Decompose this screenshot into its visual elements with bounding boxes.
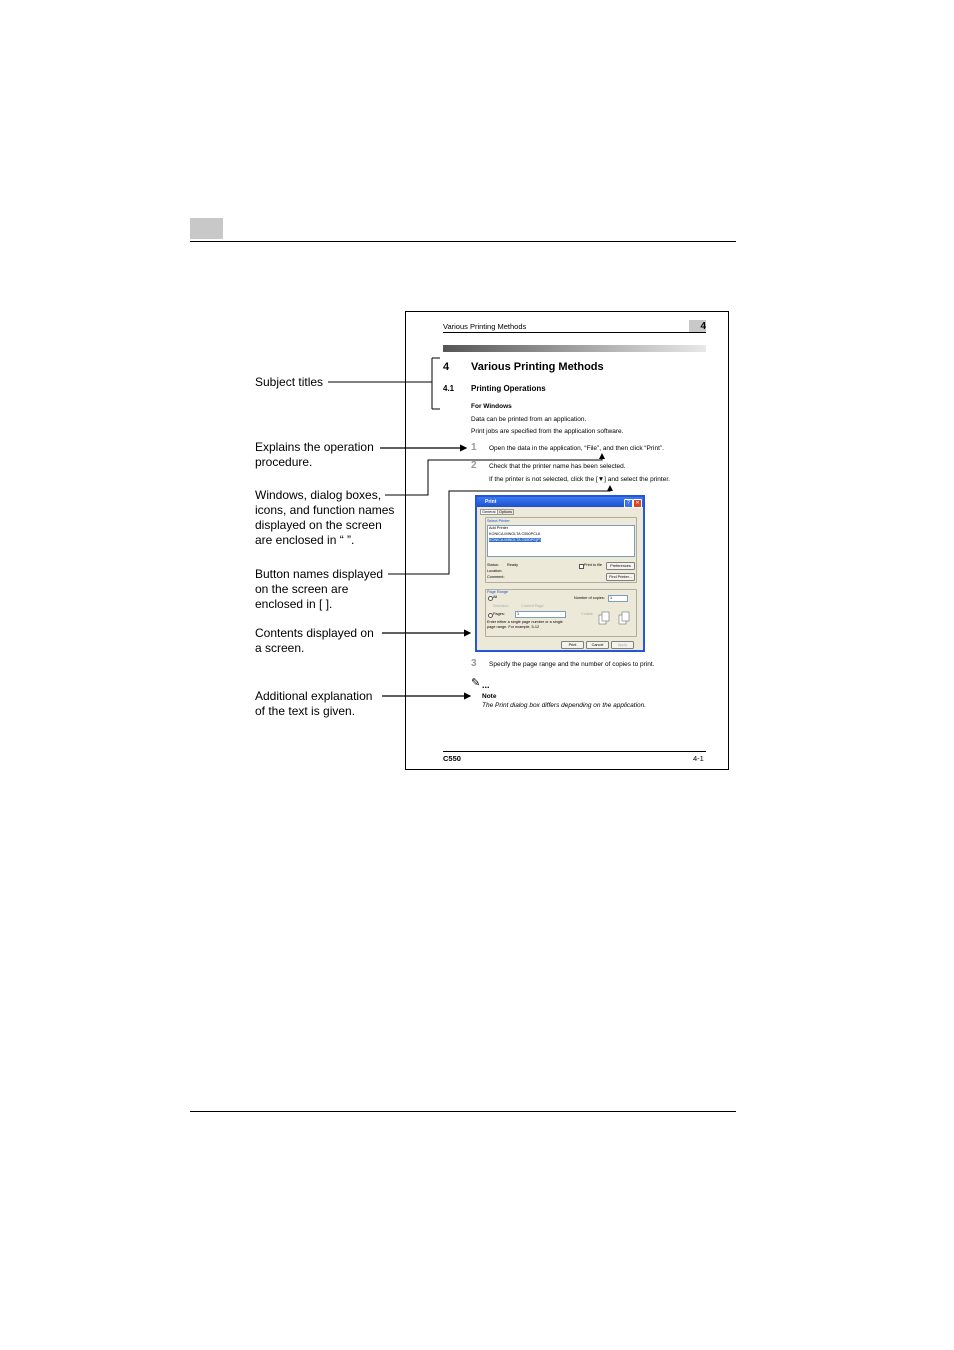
- sample-step3-number: 3: [471, 658, 477, 669]
- sample-footer-model: C550: [443, 754, 461, 763]
- find-printer-button[interactable]: Find Printer...: [606, 573, 635, 581]
- pencil-icon: ✎: [471, 677, 481, 689]
- page-range-label: Page Range: [487, 590, 509, 594]
- print-dialog-title-bar: [477, 497, 643, 507]
- all-option-label: All: [493, 595, 498, 599]
- sample-subheading: For Windows: [471, 403, 512, 410]
- callout-operation-procedure: Explains the operation procedure.: [255, 440, 374, 469]
- sample-header-title: Various Printing Methods: [443, 322, 527, 331]
- comment-label: Comment:: [487, 575, 505, 579]
- callout-windows-names: Windows, dialog boxes, icons, and function names displayed on the screen are enclosed in “ ”.: [255, 488, 395, 547]
- sample-chapter-title: Various Printing Methods: [471, 361, 604, 373]
- pages-option-label: Pages:: [493, 612, 505, 616]
- location-label: Location:: [487, 569, 503, 573]
- sample-section-number: 4.1: [443, 384, 455, 393]
- close-button[interactable]: ✕: [633, 499, 642, 508]
- printer-item[interactable]: Add Printer: [489, 526, 508, 530]
- print-button[interactable]: Print: [561, 641, 584, 649]
- print-to-file-label: Print to file: [584, 563, 602, 567]
- sample-gradient-bar: [443, 345, 706, 352]
- print-dialog-screenshot: [475, 495, 645, 652]
- sample-section-title: Printing Operations: [471, 384, 546, 393]
- current-page-option-label: Current Page: [521, 604, 544, 608]
- copies-label: Number of copies:: [574, 596, 605, 600]
- tab-general[interactable]: General: [482, 510, 496, 514]
- cancel-button[interactable]: Cancel: [586, 641, 609, 649]
- callout-contents-displayed: Contents displayed on a screen.: [255, 626, 374, 655]
- callout-additional-explanation: Additional explanation of the text is given.: [255, 689, 373, 718]
- sample-header-rule: [443, 332, 706, 333]
- sample-step1-number: 1: [471, 442, 477, 453]
- note-dots: ...: [482, 680, 490, 690]
- print-dialog-title: Print: [485, 499, 497, 505]
- sample-header-chapter: 4: [689, 320, 706, 333]
- status-value: Ready: [507, 563, 518, 567]
- preferences-button[interactable]: Preferences: [606, 562, 635, 570]
- sample-step3-text: Specify the page range and the number of copies to print.: [489, 661, 655, 668]
- tab-options[interactable]: Options: [499, 510, 513, 514]
- printer-item[interactable]: KONICA MINOLTA C550PCL6: [489, 532, 541, 536]
- printer-item-selected[interactable]: KONICA MINOLTA C550PS(P): [489, 538, 541, 542]
- callout-button-names: Button names displayed on the screen are enclosed in [ ].: [255, 567, 384, 611]
- sample-note-text: The Print dialog box differs depending on the application.: [482, 702, 647, 709]
- sample-step2-text: Check that the printer name has been selected.: [489, 463, 626, 470]
- collate-label: Collate: [581, 612, 593, 616]
- sample-step2-sub: If the printer is not selected, click the [▼] and select the printer.: [489, 476, 670, 483]
- sample-footer-page: 4-1: [693, 754, 704, 763]
- sample-intro-line2: Print jobs are specified from the application software.: [471, 428, 624, 435]
- sample-note-label: Note: [482, 693, 497, 700]
- page-range-hint-line2: page range. For example, 5-12: [487, 625, 540, 629]
- apply-button[interactable]: Apply: [611, 641, 634, 649]
- sample-intro-line1: Data can be printed from an application.: [471, 416, 587, 423]
- selection-option-label: Selection: [493, 604, 509, 608]
- sample-step1-text: Open the data in the application, “File”, and then click “Print”.: [489, 445, 664, 452]
- sample-step2-number: 2: [471, 460, 477, 471]
- callout-subject-titles: Subject titles: [255, 375, 324, 389]
- select-printer-label: Select Printer: [487, 519, 510, 523]
- sample-chapter-number: 4: [443, 361, 450, 373]
- help-button[interactable]: ?: [624, 499, 633, 508]
- collate-pages-icon: [598, 609, 632, 629]
- page-range-hint-line1: Enter either a single page number or a single: [487, 620, 563, 624]
- pages-input[interactable]: 1: [515, 611, 566, 618]
- status-label: Status:: [487, 563, 499, 567]
- copies-input[interactable]: 1: [608, 595, 628, 602]
- sample-footer-rule: [443, 751, 706, 752]
